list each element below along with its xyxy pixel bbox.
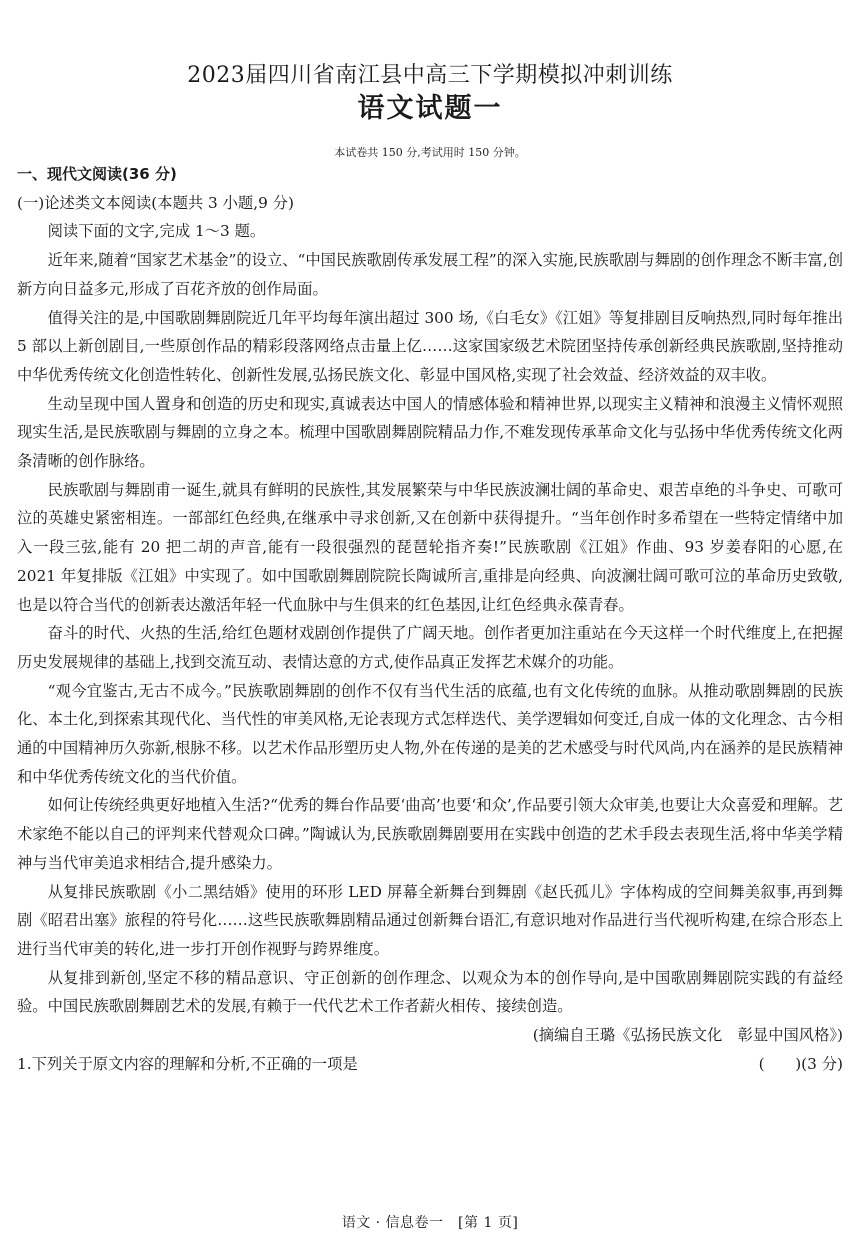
page-footer: 语文 · 信息卷一 [第 1 页] [341,1215,519,1231]
source-citation: (摘编自王璐《弘扬民族文化 彰显中国风格》) [532,1026,843,1045]
instruction: 阅读下面的文字,完成 1～3 题。 [47,222,266,241]
paragraph: 从复排到新创,坚定不移的精品意识、守正创新的创作理念、以观众为本的创作导向,是中国歌剧舞剧院实践的有益经验。中国民族歌剧舞剧艺术的发展,有赖于一代代艺术工作者薪火相传、接续创造。 [17,968,843,1016]
reading-section [17,160,843,1079]
paragraph: “观今宜鉴古,无古不成今。”民族歌剧舞剧的创作不仅有当代生活的底蕴,也有文化传统的血脉。从推动歌剧舞剧的民族化、本土化,到探索其现代化、当代性的审美风格,无论表现方式怎样迭代、美学逻辑如何变迁,自成一体的文化理念、古今相通的中国精神历久弥新,根脉不移。以艺术作品形塑历史人物,外在传递的是美的艺术感受与时代风尚,内在涵养的是民族精神和中华优秀传统文化的当代价值。 [17,681,843,786]
question-text: 1.下列关于原文内容的理解和分析,不正确的一项是 [17,1054,358,1073]
exam-title: 2023届四川省南江县中高三下学期模拟冲刺训练 [187,63,673,88]
exam-note: 本试卷共 150 分,考试用时 150 分钟。 [334,146,526,159]
section-subheading: (一)论述类文本阅读(本题共 3 小题,9 分) [17,193,294,212]
paragraph: 如何让传统经典更好地植入生活?“优秀的舞台作品要‘曲高’也要‘和众’,作品要引领大众审美,也要让大众喜爱和理解。艺术家绝不能以自己的评判来代替观众口碑。”陶诚认为,民族歌剧舞剧要用在实践中创造的艺术手段去表现生活,将中华美学精神与当代审美追求相结合,提升感染力。 [17,796,843,872]
paragraph: 值得关注的是,中国歌剧舞剧院近几年平均每年演出超过 300 场,《白毛女》《江姐》等复排剧目反响热烈,同时每年推出 5 部以上新创剧目,一些原创作品的精彩段落网络点击量上亿……这家国家级艺术院团坚持传承创新经典民族歌剧,坚持推动中华优秀传统文化创造性转化、创新性发展,弘扬民族文化、彰显中国风格,实现了社会效益、经济效益的双丰收。 [17,308,844,384]
answer-blank: ( )(3 分) [758,1054,843,1073]
paragraph: 民族歌剧与舞剧甫一诞生,就具有鲜明的民族性,其发展繁荣与中华民族波澜壮阔的革命史、艰苦卓绝的斗争史、可歌可泣的英雄史紧密相连。一部部红色经典,在继承中寻求创新,又在创新中获得提升。“当年创作时多希望在一些特定情绪中加入一段三弦,能有 20 把二胡的声音,能有一段很强烈的琵琶轮指齐奏!”民族歌剧《江姐》作曲、93 岁姜春阳的心愿,在 2021 年复排版《江姐》中实现了。如中国歌剧舞剧院院长陶诚所言,重排是向经典、向波澜壮阔可歌可泣的革命历史致敬,也是以符合当代的创新表达激活年轻一代血脉中与生俱来的红色基因,让红色经典永葆青春。 [17,480,843,614]
paragraph: 奋斗的时代、火热的生活,给红色题材戏剧创作提供了广阔天地。创作者更加注重站在今天这样一个时代维度上,在把握历史发展规律的基础上,找到交流互动、表情达意的方式,使作品真正发挥艺术媒介的功能。 [17,624,843,671]
exam-subject-title: 语文试题一 [357,93,503,124]
paragraph: 近年来,随着“国家艺术基金”的设立、“中国民族歌剧传承发展工程”的深入实施,民族歌剧与舞剧的创作理念不断丰富,创新方向日益多元,形成了百花齐放的创作局面。 [17,251,844,298]
question-1 [17,1050,843,1079]
section-heading: 一、现代文阅读(36 分) [17,165,177,183]
paragraph: 生动呈现中国人置身和创造的历史和现实,真诚表达中国人的情感体验和精神世界,以现实主义精神和浪漫主义情怀观照现实生活,是民族歌剧与舞剧的立身之本。梳理中国歌剧舞剧院精品力作,不难发现传承革命文化与弘扬中华优秀传统文化两条清晰的创作脉络。 [17,394,843,471]
paragraph: 从复排民族歌剧《小二黑结婚》使用的环形 LED 屏幕全新舞台到舞剧《赵氏孤儿》字体构成的空间舞美叙事,再到舞剧《昭君出塞》旅程的符号化……这些民族歌舞剧精品通过创新舞台语汇,有意识地对作品进行当代视听构建,在综合形态上进行当代审美的转化,进一步打开创作视野与跨界维度。 [17,882,843,958]
